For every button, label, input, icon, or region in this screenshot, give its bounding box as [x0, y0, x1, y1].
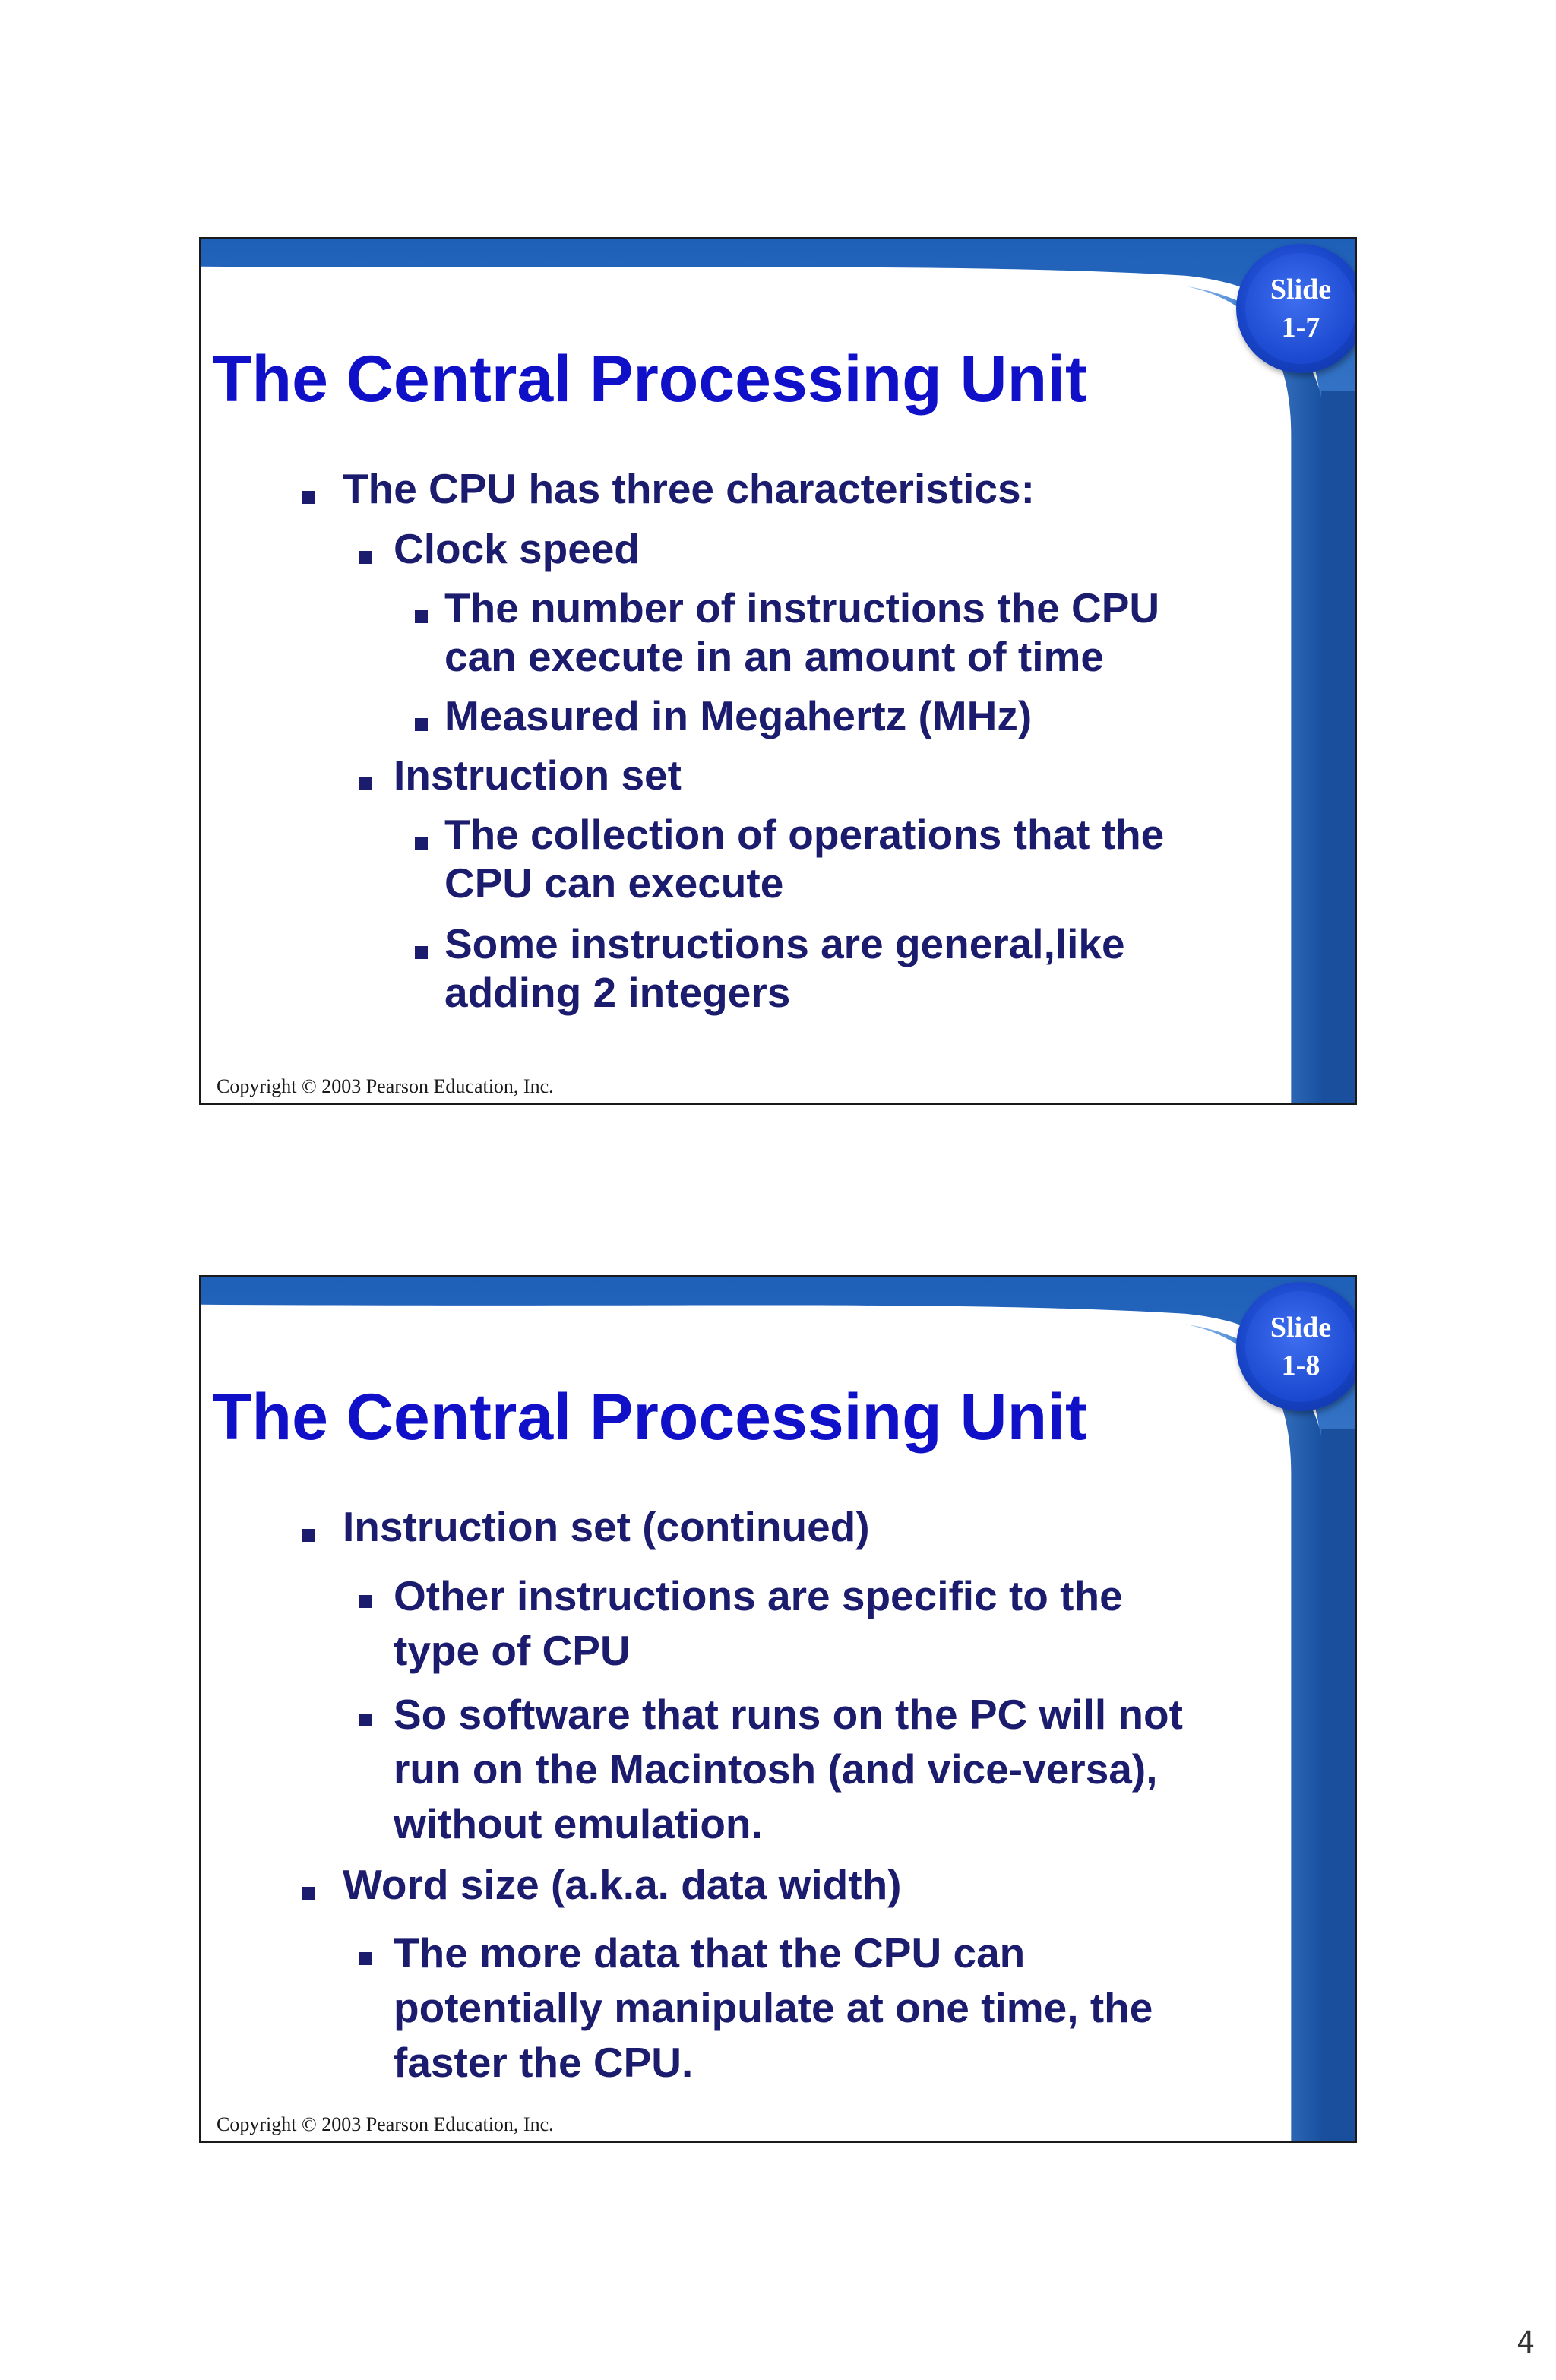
bullet-marker — [359, 777, 372, 790]
bullet-line: adding 2 integers — [444, 969, 791, 1016]
bullet-level3 — [444, 810, 1164, 907]
bullet-marker — [302, 1529, 315, 1542]
bullet-marker — [359, 551, 372, 564]
badge-number: 1-7 — [1281, 312, 1320, 343]
bullet-line: So software that runs on the PC will not — [394, 1691, 1183, 1738]
bullet-marker — [359, 1714, 372, 1726]
bullet-level2 — [394, 1687, 1183, 1851]
bullet-marker — [359, 1952, 372, 1965]
bullet-level2 — [394, 1926, 1153, 2090]
bullet-level1: The CPU has three characteristics: — [343, 465, 1035, 512]
slide-title: The Central Processing Unit — [212, 343, 1087, 416]
bullet-marker — [359, 1595, 372, 1608]
bullet-line: type of CPU — [394, 1627, 631, 1674]
badge-label: Slide — [1270, 1312, 1332, 1343]
bullet-line: potentially manipulate at one time, the — [394, 1984, 1153, 2031]
bullet-line: Other instructions are specific to the — [394, 1572, 1123, 1619]
slide-1-8 — [199, 1275, 1357, 2143]
bullet-level2: Clock speed — [394, 525, 640, 572]
bullet-marker — [415, 610, 428, 623]
bullet-marker — [302, 491, 315, 504]
bullet-line: without emulation. — [394, 1800, 763, 1847]
bullet-level2: Instruction set — [394, 752, 682, 799]
bullet-marker — [415, 946, 428, 959]
bullet-level2 — [394, 1568, 1123, 1678]
bullet-level1: Word size (a.k.a. data width) — [343, 1861, 902, 1908]
bullet-marker — [415, 837, 428, 850]
slide-title: The Central Processing Unit — [212, 1381, 1087, 1454]
slide-number-badge — [1236, 1282, 1357, 1411]
bullet-line: faster the CPU. — [394, 2039, 694, 2086]
slide-1-7 — [199, 237, 1357, 1105]
bullet-level3: Measured in Megahertz (MHz) — [444, 692, 1033, 739]
bullet-level1: Instruction set (continued) — [343, 1503, 870, 1550]
page-number: 4 — [1516, 2325, 1535, 2360]
bullet-marker — [302, 1887, 315, 1900]
bullet-level3 — [444, 919, 1125, 1017]
copyright-footer: Copyright © 2003 Pearson Education, Inc. — [217, 1075, 554, 1097]
bullet-line: can execute in an amount of time — [444, 633, 1104, 680]
badge-label: Slide — [1270, 274, 1332, 305]
bullet-marker — [415, 718, 428, 731]
bullet-line: run on the Macintosh (and vice-versa), — [394, 1745, 1158, 1793]
bullet-line: The more data that the CPU can — [394, 1929, 1026, 1976]
slide-number-badge — [1236, 244, 1357, 373]
bullet-line: The number of instructions the CPU — [444, 584, 1160, 631]
badge-number: 1-8 — [1281, 1350, 1320, 1381]
copyright-footer: Copyright © 2003 Pearson Education, Inc. — [217, 2113, 554, 2135]
bullet-line: Some instructions are general,like — [444, 920, 1125, 967]
bullet-level3 — [444, 584, 1159, 681]
bullet-line: CPU can execute — [444, 859, 784, 907]
bullet-line: The collection of operations that the — [444, 811, 1165, 858]
